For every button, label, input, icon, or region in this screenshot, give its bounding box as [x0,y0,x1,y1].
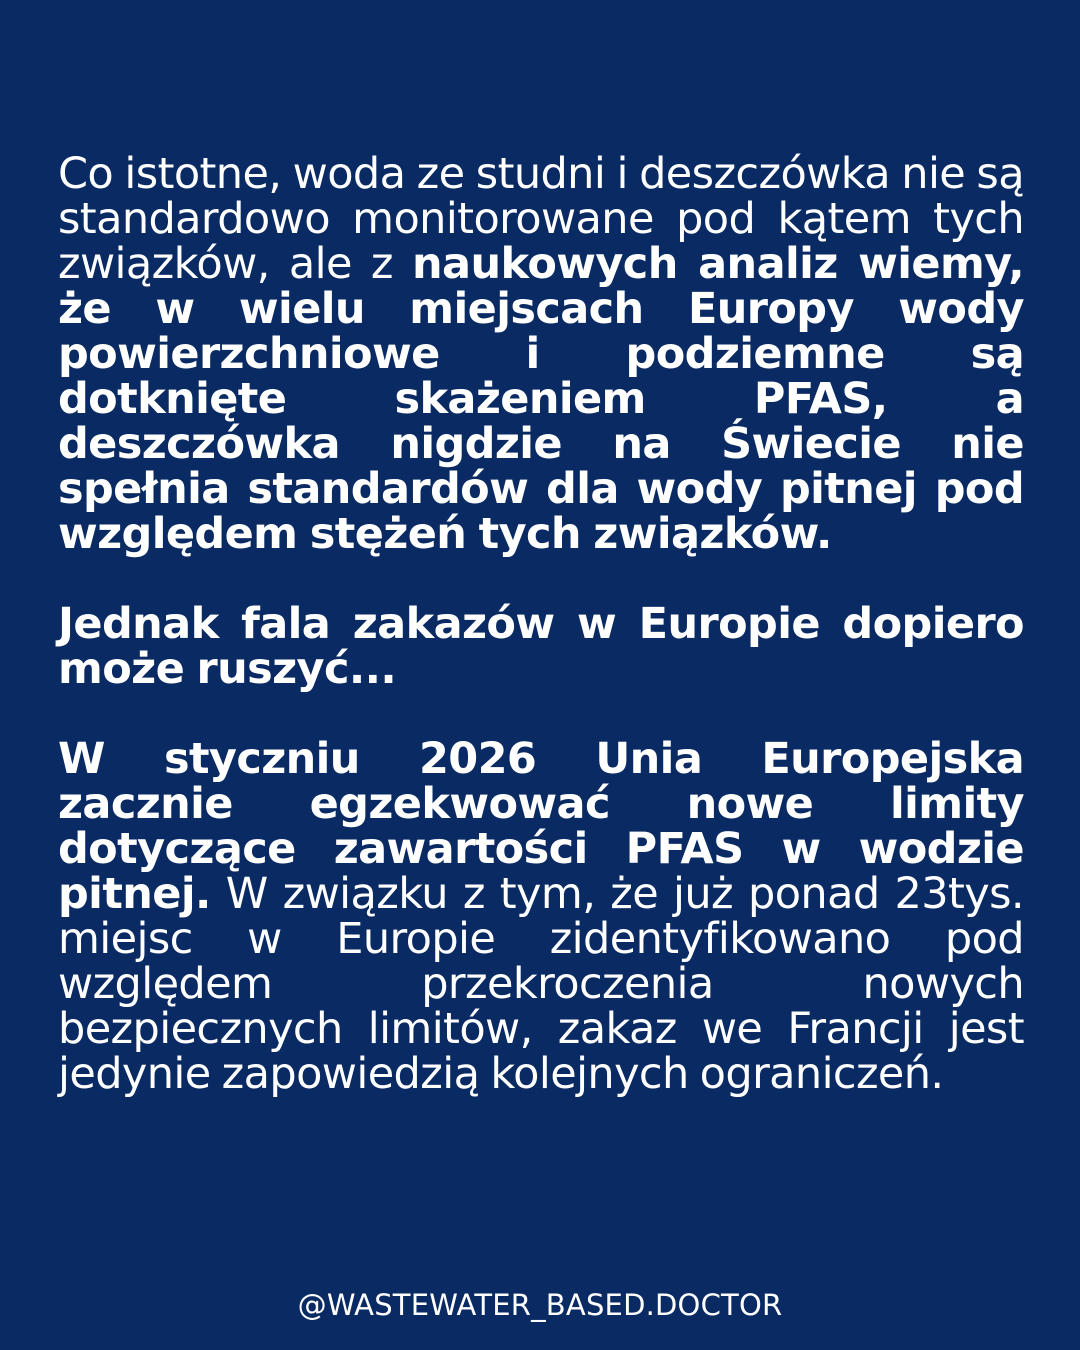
paragraph2-bold-text: Jednak fala zakazów w Europie dopiero może ruszyć... [58,599,1024,694]
main-text-block [58,149,1024,1099]
paragraph3-regular-text: W związku z tym, że już ponad 23tys. miejsc w Europie zidentyfikowano pod względem przekroczenia nowych bezpiecznych limitów, zakaz we Francji jest jedynie zapowiedzią kolejnych ograniczeń. [58,869,1024,1099]
paragraph-eu-limits [58,734,1024,1099]
paragraph1-regular-text: Co istotne, woda ze studni i deszczówka nie są standardowo monitorowane pod kątem tych związków, ale z [58,149,1024,289]
footer-handle: @WASTEWATER_BASED.DOCTOR [297,1288,783,1322]
paragraph-ban-wave [58,599,1024,694]
paragraph1-bold-text: naukowych analiz wiemy, że w wielu miejscach Europy wody powierzchniowe i podziemne są dotknięte skażeniem PFAS, a deszczówka nigdzie na Świecie nie spełnia standardów dla wody pitnej pod względem stężeń tych związków. [58,239,1024,559]
paragraph3-bold-text: W styczniu 2026 Unia Europejska zacznie egzekwować nowe limity dotyczące zawartości PFAS w wodzie pitnej. [58,734,1024,919]
paragraph-water-monitoring [58,149,1024,559]
